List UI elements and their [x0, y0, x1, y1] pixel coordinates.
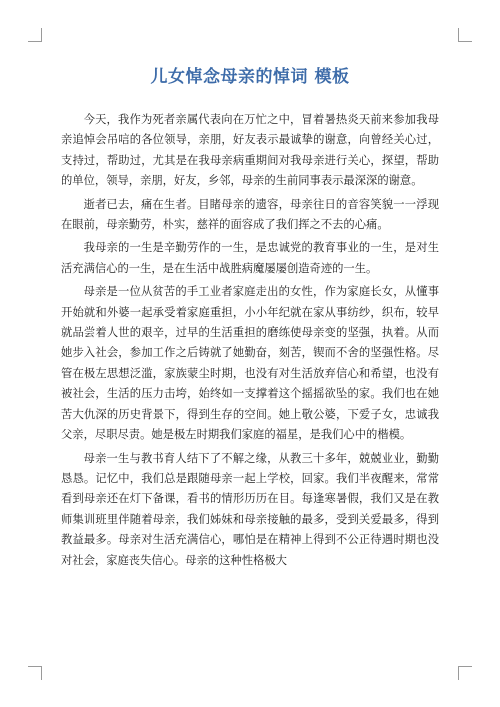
crop-mark-bottom-left	[28, 666, 42, 680]
document-title: 儿女悼念母亲的悼词 模板	[150, 67, 350, 87]
crop-mark-top-left	[28, 28, 42, 42]
paragraph-2: 逝者已去，痛在生者。目睹母亲的遗容，母亲往日的音容笑貌一一浮现在眼前，母亲勤劳，朴实，慈祥的面容成了我们挥之不去的心痛。	[61, 197, 439, 232]
paragraph-1: 今天，我作为死者亲属代表向在万忙之中，冒着暑热炎天前来参加我母亲追悼会吊唁的各位领导，亲朋，好友表示最诚挚的谢意，向曾经关心过，支持过，帮助过，尤其是在我母亲病重期间对我母亲进行关心，探望，帮助的单位，领导，亲朋，好友，乡邻，母亲的生前同事表示最深深的谢意。	[61, 113, 439, 188]
crop-mark-top-right	[458, 28, 472, 42]
crop-mark-bottom-right	[458, 666, 472, 680]
document-body	[61, 110, 439, 574]
paragraph-5: 母亲一生与教书育人结下了不解之缘，从教三十多年，兢兢业业，勤勤恳恳。记忆中，我们总是跟随母亲一起上学校，回家。我们半夜醒来，常常看到母亲还在灯下备课，看书的情形历历在目。每逢寒暑假，我们又是在教师集训班里伴随着母亲，我们姊妹和母亲接触的最多，受到关爱最多，得到教益最多。母亲对生活充满信心，哪怕是在精神上得到不公正待遇时期也没对社会，家庭丧失信心。母亲的这种性格极大	[61, 451, 439, 567]
paragraph-3: 我母亲的一生是辛勤劳作的一生，是忠诚党的教育事业的一生，是对生活充满信心的一生，是在生活中战胜病魔屡屡创造奇迹的一生。	[61, 241, 439, 275]
paragraph-4: 母亲是一位从贫苦的手工业者家庭走出的女性，作为家庭长女，从懂事开始就和外婆一起承受着家庭重担，小小年纪就在家从事纺纱，织布，较早就品尝着人世的艰辛，过早的生活重担的磨练使母亲变的坚强，执着。从而她步入社会，参加工作之后铸就了她勤奋，刻苦，锲而不舍的坚强性格。尽管在极左思想泛滥，家族蒙尘时期，也没有对生活放弃信心和希望，也没有被社会，生活的压力击垮，始终如一支撑着这个摇摇欲坠的家。我们也在她苦大仇深的历史背景下，得到生存的空间。她上敬公婆，下爱子女，忠诚我父亲，尽职尽责。她是极左时期我们家庭的福星，是我们心中的楷模。	[61, 285, 439, 442]
